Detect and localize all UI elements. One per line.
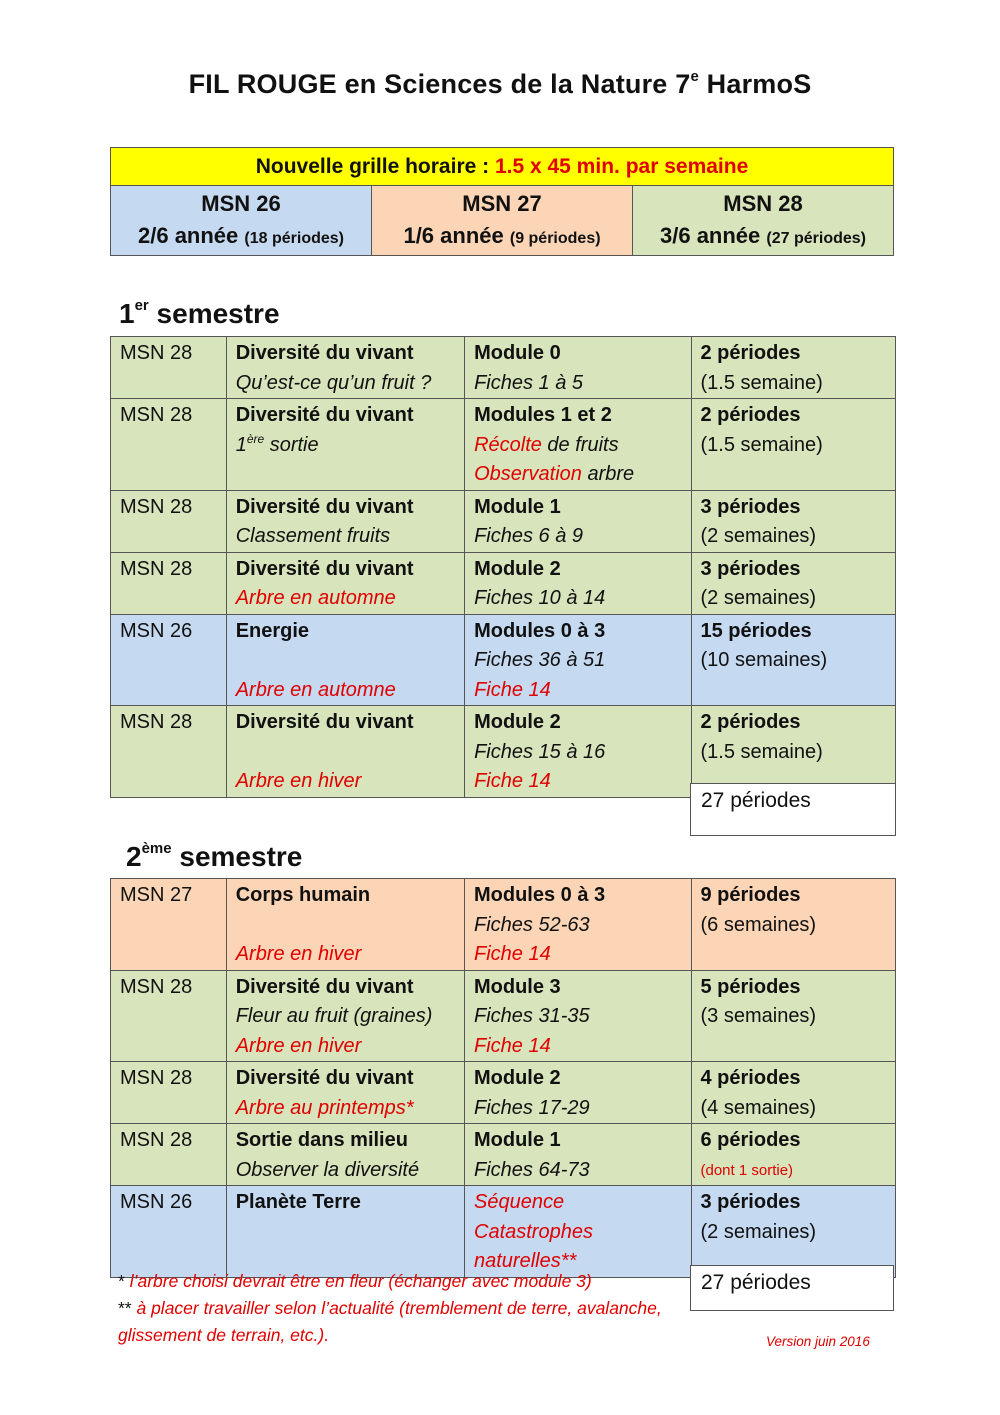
module-cell: Module 3 Fiches 31-35 Fiche 14	[465, 970, 692, 1062]
theme-cell: Diversité du vivant Arbre au printemps*	[226, 1062, 464, 1124]
table-row	[111, 1062, 896, 1124]
table-row	[111, 970, 896, 1062]
periodes-cell: 2 périodes (1.5 semaine)	[691, 337, 896, 399]
theme-cell: Planète Terre	[226, 1186, 464, 1278]
msn-cell: MSN 28	[111, 337, 227, 399]
periodes-cell: 2 périodes (1.5 semaine)	[691, 706, 896, 798]
table-row	[111, 1124, 896, 1186]
table-row	[111, 490, 896, 552]
msn-cell: MSN 28	[111, 490, 227, 552]
table-row	[111, 552, 896, 614]
msn-cell: MSN 27	[111, 879, 227, 971]
semestre-1-table	[110, 336, 896, 798]
semestre-1-total: 27 périodes	[690, 783, 896, 836]
module-cell: Modules 1 et 2 Récolte de fruits Observation arbre	[465, 399, 691, 491]
theme-cell: Diversité du vivant Arbre en hiver	[226, 706, 464, 798]
semestre-1-title: 1er semestre	[119, 297, 280, 329]
theme-cell: Diversité du vivant Classement fruits	[226, 490, 464, 552]
grille-msn26: MSN 26 2/6 année (18 périodes)	[111, 186, 372, 256]
theme-cell: Sortie dans milieu Observer la diversité	[226, 1124, 464, 1186]
grille-horaire-table	[110, 147, 894, 256]
table-row	[111, 1186, 896, 1278]
periodes-cell: 6 périodes (dont 1 sortie)	[691, 1124, 896, 1186]
module-cell: Module 2 Fiches 15 à 16 Fiche 14	[465, 706, 691, 798]
module-cell: Modules 0 à 3 Fiches 36 à 51 Fiche 14	[465, 614, 691, 706]
msn-cell: MSN 26	[111, 614, 227, 706]
semestre-2-table	[110, 878, 896, 1278]
msn-cell: MSN 28	[111, 706, 227, 798]
version-label: Version juin 2016	[766, 1334, 870, 1349]
theme-cell: Diversité du vivant Qu’est-ce qu’un fruit ?	[226, 337, 464, 399]
table-row	[111, 879, 896, 971]
periodes-cell: 3 périodes (2 semaines)	[691, 552, 896, 614]
footnote-2: ** à placer travailler selon l’actualité (tremblement de terre, avalanche, glissement de terrain, etc.).	[118, 1298, 662, 1345]
periodes-cell: 15 périodes (10 semaines)	[691, 614, 896, 706]
theme-cell: Diversité du vivant Fleur au fruit (graines) Arbre en hiver	[226, 970, 464, 1062]
periodes-cell: 9 périodes (6 semaines)	[691, 879, 896, 971]
module-cell: Module 1 Fiches 6 à 9	[465, 490, 691, 552]
module-cell: Module 1 Fiches 64-73	[465, 1124, 692, 1186]
theme-cell: Diversité du vivant Arbre en automne	[226, 552, 464, 614]
msn-cell: MSN 28	[111, 1062, 227, 1124]
grille-msn28: MSN 28 3/6 année (27 périodes)	[633, 186, 894, 256]
table-row	[111, 614, 896, 706]
grille-header-row	[111, 148, 894, 186]
grille-header: Nouvelle grille horaire : 1.5 x 45 min. par semaine	[111, 148, 894, 186]
semestre-2-total: 27 périodes	[690, 1265, 894, 1311]
theme-cell: Corps humain Arbre en hiver	[226, 879, 464, 971]
periodes-cell: 2 périodes (1.5 semaine)	[691, 399, 896, 491]
msn-cell: MSN 28	[111, 399, 227, 491]
semestre-2-title: 2ème semestre	[126, 840, 303, 872]
periodes-cell: 3 périodes (2 semaines)	[691, 490, 896, 552]
periodes-cell: 5 périodes (3 semaines)	[691, 970, 896, 1062]
module-cell: Modules 0 à 3 Fiches 52-63 Fiche 14	[465, 879, 692, 971]
module-cell: Module 0 Fiches 1 à 5	[465, 337, 691, 399]
page-title: FIL ROUGE en Sciences de la Nature 7e HarmoS	[188, 68, 812, 99]
module-cell: Module 2 Fiches 10 à 14	[465, 552, 691, 614]
msn-cell: MSN 26	[111, 1186, 227, 1278]
theme-cell: Energie Arbre en automne	[226, 614, 464, 706]
module-cell: Séquence Catastrophes naturelles**	[465, 1186, 692, 1278]
table-row	[111, 337, 896, 399]
grille-msn-row	[111, 186, 894, 256]
periodes-cell: 3 périodes (2 semaines)	[691, 1186, 896, 1278]
msn-cell: MSN 28	[111, 552, 227, 614]
msn-cell: MSN 28	[111, 970, 227, 1062]
theme-cell: Diversité du vivant 1ère sortie	[226, 399, 464, 491]
grille-msn27: MSN 27 1/6 année (9 périodes)	[372, 186, 633, 256]
msn-cell: MSN 28	[111, 1124, 227, 1186]
table-row	[111, 399, 896, 491]
periodes-cell: 4 périodes (4 semaines)	[691, 1062, 896, 1124]
footnote-1: * l’arbre choisi devrait être en fleur (échanger avec module 3)	[118, 1271, 592, 1291]
module-cell: Module 2 Fiches 17-29	[465, 1062, 692, 1124]
footnotes	[118, 1268, 698, 1349]
